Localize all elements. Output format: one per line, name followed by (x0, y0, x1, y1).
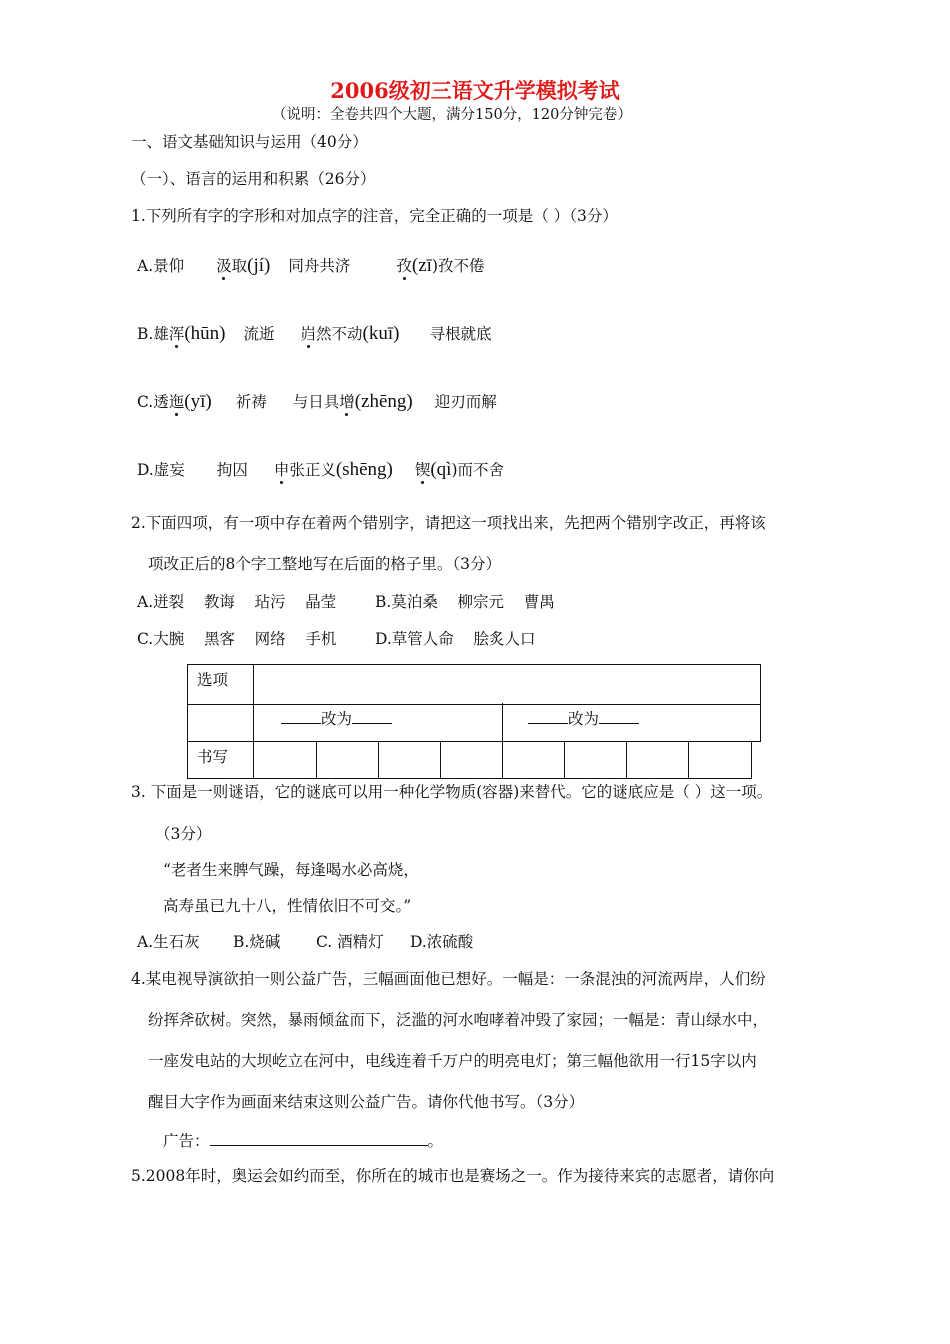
exam-title: 2006级初三语文升学模拟考试 (330, 78, 620, 103)
q2-stem-line1: 2.下面四项，有一项中存在着两个错别字，请把这一项找出来，先把两个错别字改正，再将该 (131, 514, 766, 532)
q3-riddle-line2: 高寿虽已九十八，性情依旧不可交。” (163, 897, 412, 915)
q1d-word3-rest: 张正义 (289, 461, 336, 479)
q1c-dotted-char-2: 增 (339, 393, 355, 411)
q4-line1: 4.某电视导演欲拍一则公益广告，三幅画面他已想好。一幅是：一条混浊的河流两岸，人们纷 (131, 970, 766, 988)
q1d-label: D.虚妄 (137, 461, 185, 479)
q3-option-a: A.生石灰 (137, 933, 200, 951)
q3-riddle-line1: “老者生来脾气躁，每逢喝水必高烧， (163, 861, 419, 879)
table-row-write (187, 741, 752, 779)
q1d-pinyin-1: (shēng) (335, 459, 393, 480)
q1c-word2: 祈祷 (235, 393, 267, 411)
q2-option-a: A.迸裂 教诲 玷污 晶莹 (137, 593, 337, 611)
q4-line4: 醒目大字作为画面来结束这则公益广告。请你代他书写。（3分） (148, 1093, 585, 1111)
blank-line (352, 709, 392, 724)
q1a-word4-rest: )孜不倦 (431, 257, 485, 275)
q1b-word3-rest: 然不动 (316, 325, 363, 343)
grid-cell-divider (440, 741, 441, 778)
exam-instructions: （说明：全卷共四个大题，满分150分，120分钟完卷） (272, 107, 632, 123)
table-row-change (187, 703, 761, 742)
q1a-word3: 同舟共济 (288, 257, 351, 275)
blank-line (281, 709, 321, 724)
grid-cell-divider (378, 741, 379, 778)
grid-cell-divider (253, 741, 254, 778)
q4-answer-label: 广告： (163, 1132, 210, 1150)
table-divider (502, 703, 503, 741)
q1c-dotted-char: 迤 (168, 393, 185, 411)
q1-option-b (137, 323, 492, 346)
q1b-label: B.雄 (137, 325, 169, 343)
q1-option-d (137, 459, 504, 482)
grid-cell-divider (688, 741, 689, 778)
table-row-option (187, 664, 761, 705)
table-label-write: 书写 (197, 748, 229, 766)
q1-option-a (137, 255, 485, 278)
change-label: 改为 (321, 710, 353, 728)
q3-option-c: C. 酒精灯 (316, 933, 384, 951)
q1a-pinyin-1: (jí) (247, 255, 271, 276)
q1b-word2: 流逝 (243, 325, 275, 343)
blank-line (599, 709, 639, 724)
q1a-word2-rest: 取 (231, 257, 248, 275)
q3-stem-line1: 3. 下面是一则谜语，它的谜底可以用一种化学物质(容器)来替代。它的谜底应是（ ）这一项。 (131, 783, 773, 801)
q1d-word4-rest: )而不舍 (451, 461, 505, 479)
q4-answer-blank[interactable] (210, 1131, 428, 1146)
q1d-word2: 拘囚 (216, 461, 248, 479)
q1a-label: A.景仰 (137, 257, 185, 275)
grid-cell-divider (564, 741, 565, 778)
q2-option-b: B.莫泊桑 柳宗元 曹禺 (375, 593, 555, 611)
q3-stem-line2: （3分） (155, 825, 212, 843)
table-label-option: 选项 (197, 671, 229, 689)
q5-line1: 5.2008年时，奥运会如约而至，你所在的城市也是赛场之一。作为接待来宾的志愿者，请你向 (131, 1167, 775, 1185)
q1c-label: C.透 (137, 393, 169, 411)
grid-cell-divider (316, 741, 317, 778)
q1c-word3-pre: 与日具 (292, 393, 340, 411)
q1b-dotted-char-2: 岿 (300, 325, 317, 343)
q1d-pinyin-2: (qì (430, 459, 452, 480)
q2-option-c: C.大腕 黑客 网络 手机 (137, 630, 337, 648)
blank-line (528, 709, 568, 724)
q2-option-d: D.草管人命 脍炙人口 (375, 630, 536, 648)
q1c-pinyin-1: (yī) (184, 391, 212, 412)
q3-option-b: B.烧碱 (233, 933, 281, 951)
q1d-dotted-char-2: 锲 (414, 461, 431, 479)
grid-cell-divider (626, 741, 627, 778)
q4-line2: 纷挥斧砍树。突然，暴雨倾盆而下，泛滥的河水咆哮着冲毁了家园；一幅是：青山绿水中， (148, 1011, 769, 1029)
q1b-dotted-char: 浑 (168, 325, 185, 343)
table-change-right (528, 707, 639, 729)
q2-stem-line2: 项改正后的8个字工整地写在后面的格子里。（3分） (148, 555, 501, 573)
q3-option-d: D.浓硫酸 (410, 933, 474, 951)
q1a-dotted-char-2: 孜 (396, 257, 412, 275)
q1c-word4: 迎刃而解 (434, 393, 497, 411)
q1b-pinyin-1: (hūn) (184, 323, 226, 344)
table-change-left (281, 707, 392, 729)
q1b-word4: 寻根就底 (429, 325, 492, 343)
q1a-dotted-char: 汲 (216, 257, 232, 275)
part1-heading: 一、语文基础知识与运用（40分） (131, 133, 368, 151)
q4-answer (163, 1131, 443, 1151)
table-divider (253, 664, 254, 703)
change-label: 改为 (568, 710, 600, 728)
q1d-dotted-char: 申 (273, 461, 290, 479)
grid-cell-divider (502, 741, 503, 778)
section1-heading: （一）、语言的运用和积累（26分） (131, 170, 376, 188)
q1-stem: 1.下列所有字的字形和对加点字的注音，完全正确的一项是（ ）（3分） (131, 207, 618, 225)
q1c-pinyin-2: (zhēng) (354, 391, 413, 412)
q1-option-c (137, 391, 497, 414)
table-divider (253, 703, 254, 741)
q4-line3: 一座发电站的大坝屹立在河中，电线连着千万户的明亮电灯；第三幅他欲用一行15字以内 (148, 1052, 757, 1070)
q1a-pinyin-2: (zī (411, 255, 432, 276)
q4-answer-end: 。 (427, 1132, 444, 1150)
q1b-pinyin-2: (kuī) (362, 323, 400, 344)
